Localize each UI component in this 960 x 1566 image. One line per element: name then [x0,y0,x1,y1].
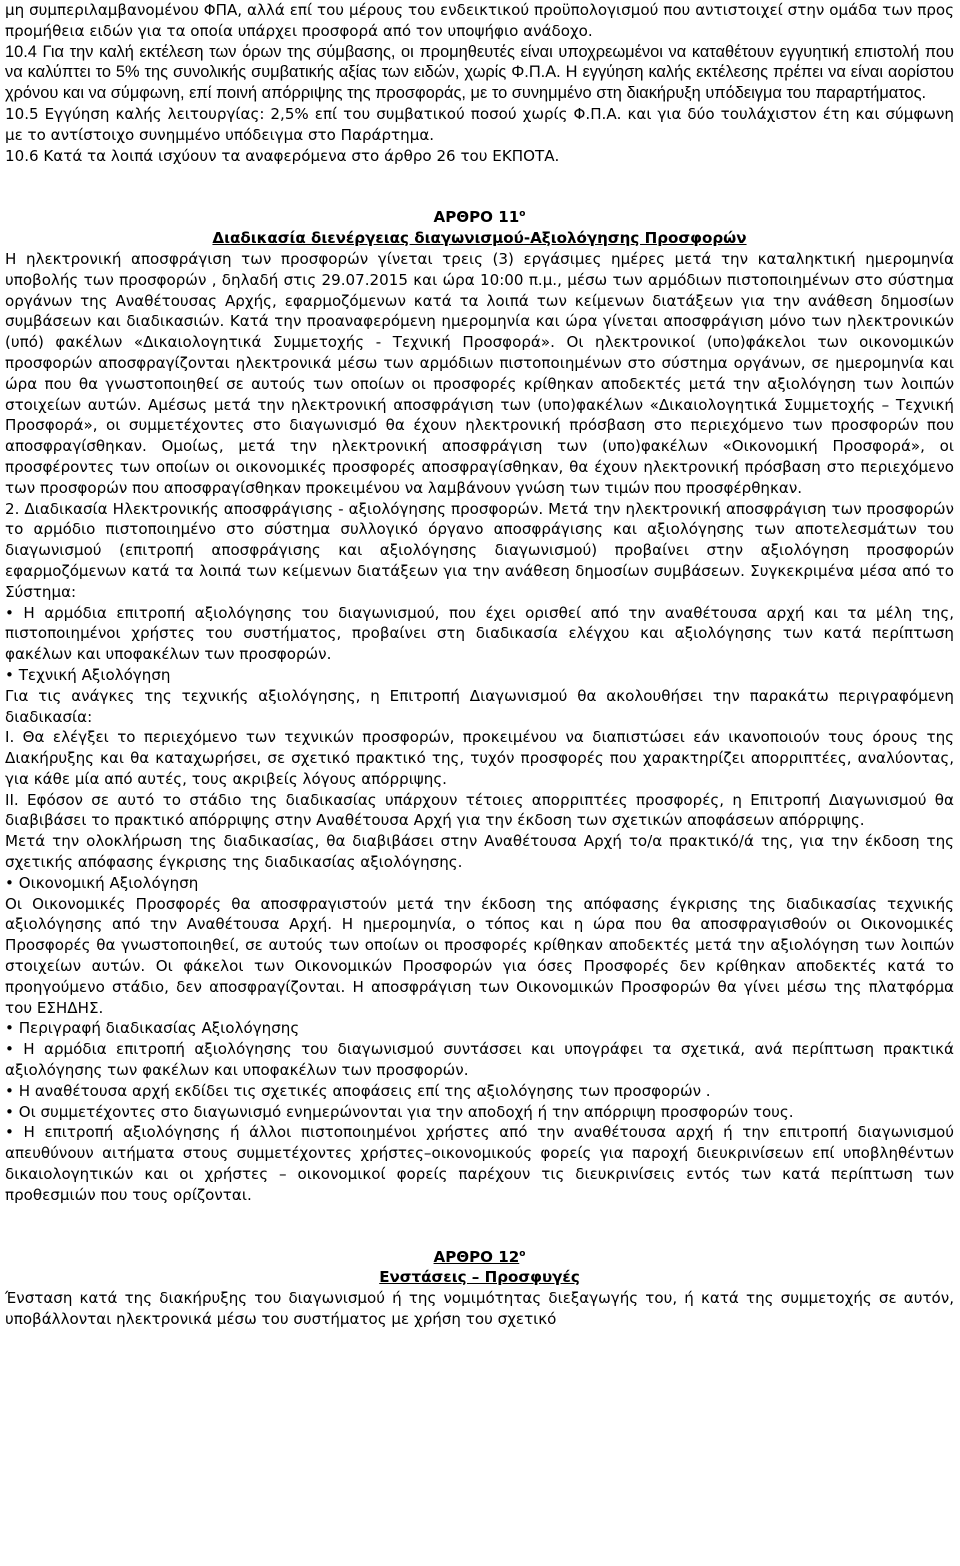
article-11-sup: ο [519,209,526,220]
paragraph-10-5: 10.5 Εγγύηση καλής λειτουργίας: 2,5% επί του συμβατικού ποσού χωρίς Φ.Π.Α. και για δύο τουλάχιστον έτη και σύμφωνη με το αντίστοιχο συνημμένο υπόδειγμα στο Παράρτημα. [5,104,954,144]
paragraph-10-6: 10.6 Κατά τα λοιπά ισχύουν τα αναφερόμενα στο άρθρο 26 του ΕΚΠΟΤΑ. [5,146,560,165]
bullet-technical-evaluation: • Τεχνική Αξιολόγηση [5,665,954,686]
article-12-sup: ο [519,1248,526,1259]
article-11-label: ΑΡΘΡΟ 11 [433,208,520,227]
paragraph-financial-offers: Οι Οικονομικές Προσφορές θα αποσφραγιστούν μετά την έκδοση της απόφασης έγκρισης της διαδικασίας τεχνικής αξιολόγησης από την Αναθέτουσα Αρχή. Η ημερομηνία, ο τόπος και η ώρα που θα αποσφραγισθούν οι Οικονομικές Προσφορές θα γνωστοποιηθεί, σε αυτούς των οποίων οι προσφορές κρίθηκαν αποδεκτές μετά την αξιολόγηση των λοιπών στοιχείων αυτών. Οι φάκελοι των Οικονομικών Προσφορών για όσες Προσφορές δεν κρίθηκαν αποδεκτές κατά το προηγούμενο στάδιο, δεν αποσφραγίζονται. Η αποσφράγιση των Οικονομικών Προσφορών θα γίνει μέσω της πλατφόρμα του ΕΣΗΔΗΣ. [5,894,954,1017]
bullet-notification: • Οι συμμετέχοντες στο διαγωνισμό ενημερώνονται για την αποδοχή ή την απόρριψη προσφορών τους. [5,1102,954,1123]
article-12-title-text: Ενστάσεις – Προσφυγές [379,1268,580,1287]
paragraph-10-4: 10.4 Για την καλή εκτέλεση των όρων της σύμβασης, οι προμηθευτές είναι υποχρεωμένοι να καταθέτουν εγγυητική επιστολή που να καλύπτει το 5% της συνολικής συμβατικής αξίας των ειδών, χωρίς Φ.Π.Α. Η εγγύηση καλής εκτέλεσης πρέπει να είναι αορίστου χρόνου και να σύμφωνη, επί ποινή απόρριψης της προσφοράς, με το συνημμένο στη διακήρυξη υπόδειγμα του παραρτήματος. [5,42,954,103]
bullet-committee: • Η αρμόδια επιτροπή αξιολόγησης του διαγωνισμού, που έχει ορισθεί από την αναθέτουσα αρχή και τα μέλη της, πιστοποιημένοι χρήστες του συστήματος, προβαίνει στη διαδικασία ελέγχου και αξιολόγησης των κατά περίπτωση φακέλων και υποφακέλων των προσφορών. [5,603,954,665]
bullet-evaluation-description: • Περιγραφή διαδικασίας Αξιολόγησης [5,1018,954,1039]
article-11-heading [5,207,954,228]
paragraph-step-ii: II. Εφόσον σε αυτό το στάδιο της διαδικασίας υπάρχουν τέτοιες απορριπτέες προσφορές, η Επιτροπή Διαγωνισμού θα διαβιβάσει το πρακτικό απόρριψης στην Αναθέτουσα Αρχή για την έκδοση των σχετικών αποφάσεων απόρριψης. [5,790,954,830]
article-12-label: ΑΡΘΡΟ 12 [433,1247,520,1266]
paragraph-technical-needs: Για τις ανάγκες της τεχνικής αξιολόγησης, η Επιτροπή Διαγωνισμού θα ακολουθήσει την παρακάτω περιγραφόμενη διαδικασία: [5,686,954,726]
paragraph-step-i: I. Θα ελέγξει το περιεχόμενο των τεχνικών προσφορών, προκειμένου να διαπιστώσει εάν ικανοποιούν τους όρους της Διακήρυξης και θα καταχωρήσει, σε σχετικό πρακτικό της, τυχόν προσφορές που χαρακτηρίζει απορριπτέες, αναλύοντας, για κάθε μία από αυτές, τους ακριβείς λόγους απόρριψης. [5,728,954,788]
article-12-title [5,1267,954,1288]
paragraph-objections: Ένσταση κατά της διακήρυξης του διαγωνισμού ή της νομιμότητας διεξαγωγής του, ή κατά της συμμετοχής σε αυτόν, υποβάλλονται ηλεκτρονικά μέσω του συστήματος με χρήση του σχετικό [5,1289,954,1329]
paragraph-completion: Μετά την ολοκλήρωση της διαδικασίας, θα διαβιβάσει στην Αναθέτουσα Αρχή το/α πρακτικό/ά της, για την έκδοση της σχετικής απόφασης έγκρισης της διαδικασίας αξιολόγησης. [5,832,954,872]
paragraph-vat-scope: μη συμπεριλαμβανομένου ΦΠΑ, αλλά επί του μέρους του ενδεικτικού προϋπολογισμού που αντιστοιχεί στην ομάδα των προς προμήθεια ειδών για τα οποία υπάρχει προσφορά από τον υποψήφιο ανάδοχο. [5,1,954,40]
bullet-decisions: • Η αναθέτουσα αρχή εκδίδει τις σχετικές αποφάσεις επί της αξιολόγησης των προσφορών . [5,1081,954,1102]
article-11-title: Διαδικασία διενέργειας διαγωνισμού-Αξιολόγησης Προσφορών [212,229,747,248]
article-12-heading [5,1247,954,1268]
paragraph-electronic-opening: 2. Διαδικασία Ηλεκτρονικής αποσφράγισης - αξιολόγησης προσφορών. Μετά την ηλεκτρονική αποσφράγιση των προσφορών το αρμόδιο πιστοποιημένο στο σύστημα συλλογικό όργανο αποσφράγισης και αξιολόγησης των αποτελεσμάτων του διαγωνισμού (επιτροπή αποσφράγισης και αξιολόγησης διαγωνισμού) προβαίνει στην αξιολόγηση προσφορών εφαρμοζόμενων κατά τα λοιπά των κείμενων διατάξεων για την ανάθεση δημοσίων συμβάσεων. Συγκεκριμένα μέσα από το Σύστημα: [5,499,954,601]
bullet-minutes: • Η αρμόδια επιτροπή αξιολόγησης του διαγωνισμού συντάσσει και υπογράφει τα σχετικά, ανά περίπτωση πρακτικά αξιολόγησης των φακέλων και υποφακέλων των προσφορών. [5,1039,954,1081]
paragraph-opening: Η ηλεκτρονική αποσφράγιση των προσφορών γίνεται τρεις (3) εργάσιμες ημέρες μετά την καταληκτική ημερομηνία υποβολής των προσφορών , δηλαδή στις 29.07.2015 και ώρα 10:00 π.μ., μέσω των αρμόδιων πιστοποιημένων στο σύστημα οργάνων της Αναθέτουσας Αρχής, εφαρμοζόμενων κατά τα λοιπά των κείμενων διατάξεων για την ανάθεση δημοσίων συμβάσεων και διαδικασιών. Κατά την προαναφερόμενη ημερομηνία και ώρα γίνεται αποσφράγιση μόνο των ηλεκτρονικών (υπό) φακέλων «Δικαιολογητικά Συμμετοχής - Τεχνική Προσφορά». Οι ηλεκτρονικοί (υπο)φάκελοι των οικονομικών προσφορών αποσφραγίζονται ηλεκτρονικά μέσω των αρμόδιων πιστοποιημένων στο σύστημα οργάνων, σε ημερομηνία και ώρα που θα γνωστοποιηθεί σε αυτούς των οποίων οι προσφορές κρίθηκαν αποδεκτές μετά την αξιολόγηση των λοιπών στοιχείων αυτών. Αμέσως μετά την ηλεκτρονική αποσφράγιση των (υπο)φακέλων «Δικαιολογητικά Συμμετοχής – Τεχνική Προσφορά», οι συμμετέχοντες στο διαγωνισμό θα έχουν ηλεκτρονική πρόσβαση στο περιεχόμενο των προσφορών που αποσφραγίσθηκαν. Ομοίως, μετά την ηλεκτρονική αποσφράγιση των (υπο)φακέλων «Οικονομική Προσφορά», οι προσφέροντες των οποίων οι οικονομικές προσφορές αποσφραγίσθηκαν, θα έχουν ηλεκτρονική πρόσβαση στο περιεχόμενο των προσφορών που αποσφραγίσθηκαν προκειμένου να λαμβάνουν γνώση των τιμών που προσφέρθηκαν. [5,249,954,497]
bullet-financial-evaluation: • Οικονομική Αξιολόγηση [5,873,954,894]
bullet-clarifications: • Η επιτροπή αξιολόγησης ή άλλοι πιστοποιημένοι χρήστες από την αναθέτουσα αρχή ή την επιτροπή διαγωνισμού απευθύνουν αιτήματα στους συμμετέχοντες χρήστες–οικονομικούς φορείς για παροχή διευκρινίσεων επί υποβληθέντων δικαιολογητικών και οι χρήστες – οικονομικοί φορείς παρέχουν τις διευκρινίσεις εντός των κατά περίπτωση των προθεσμιών που τους ορίζονται. [5,1122,954,1205]
